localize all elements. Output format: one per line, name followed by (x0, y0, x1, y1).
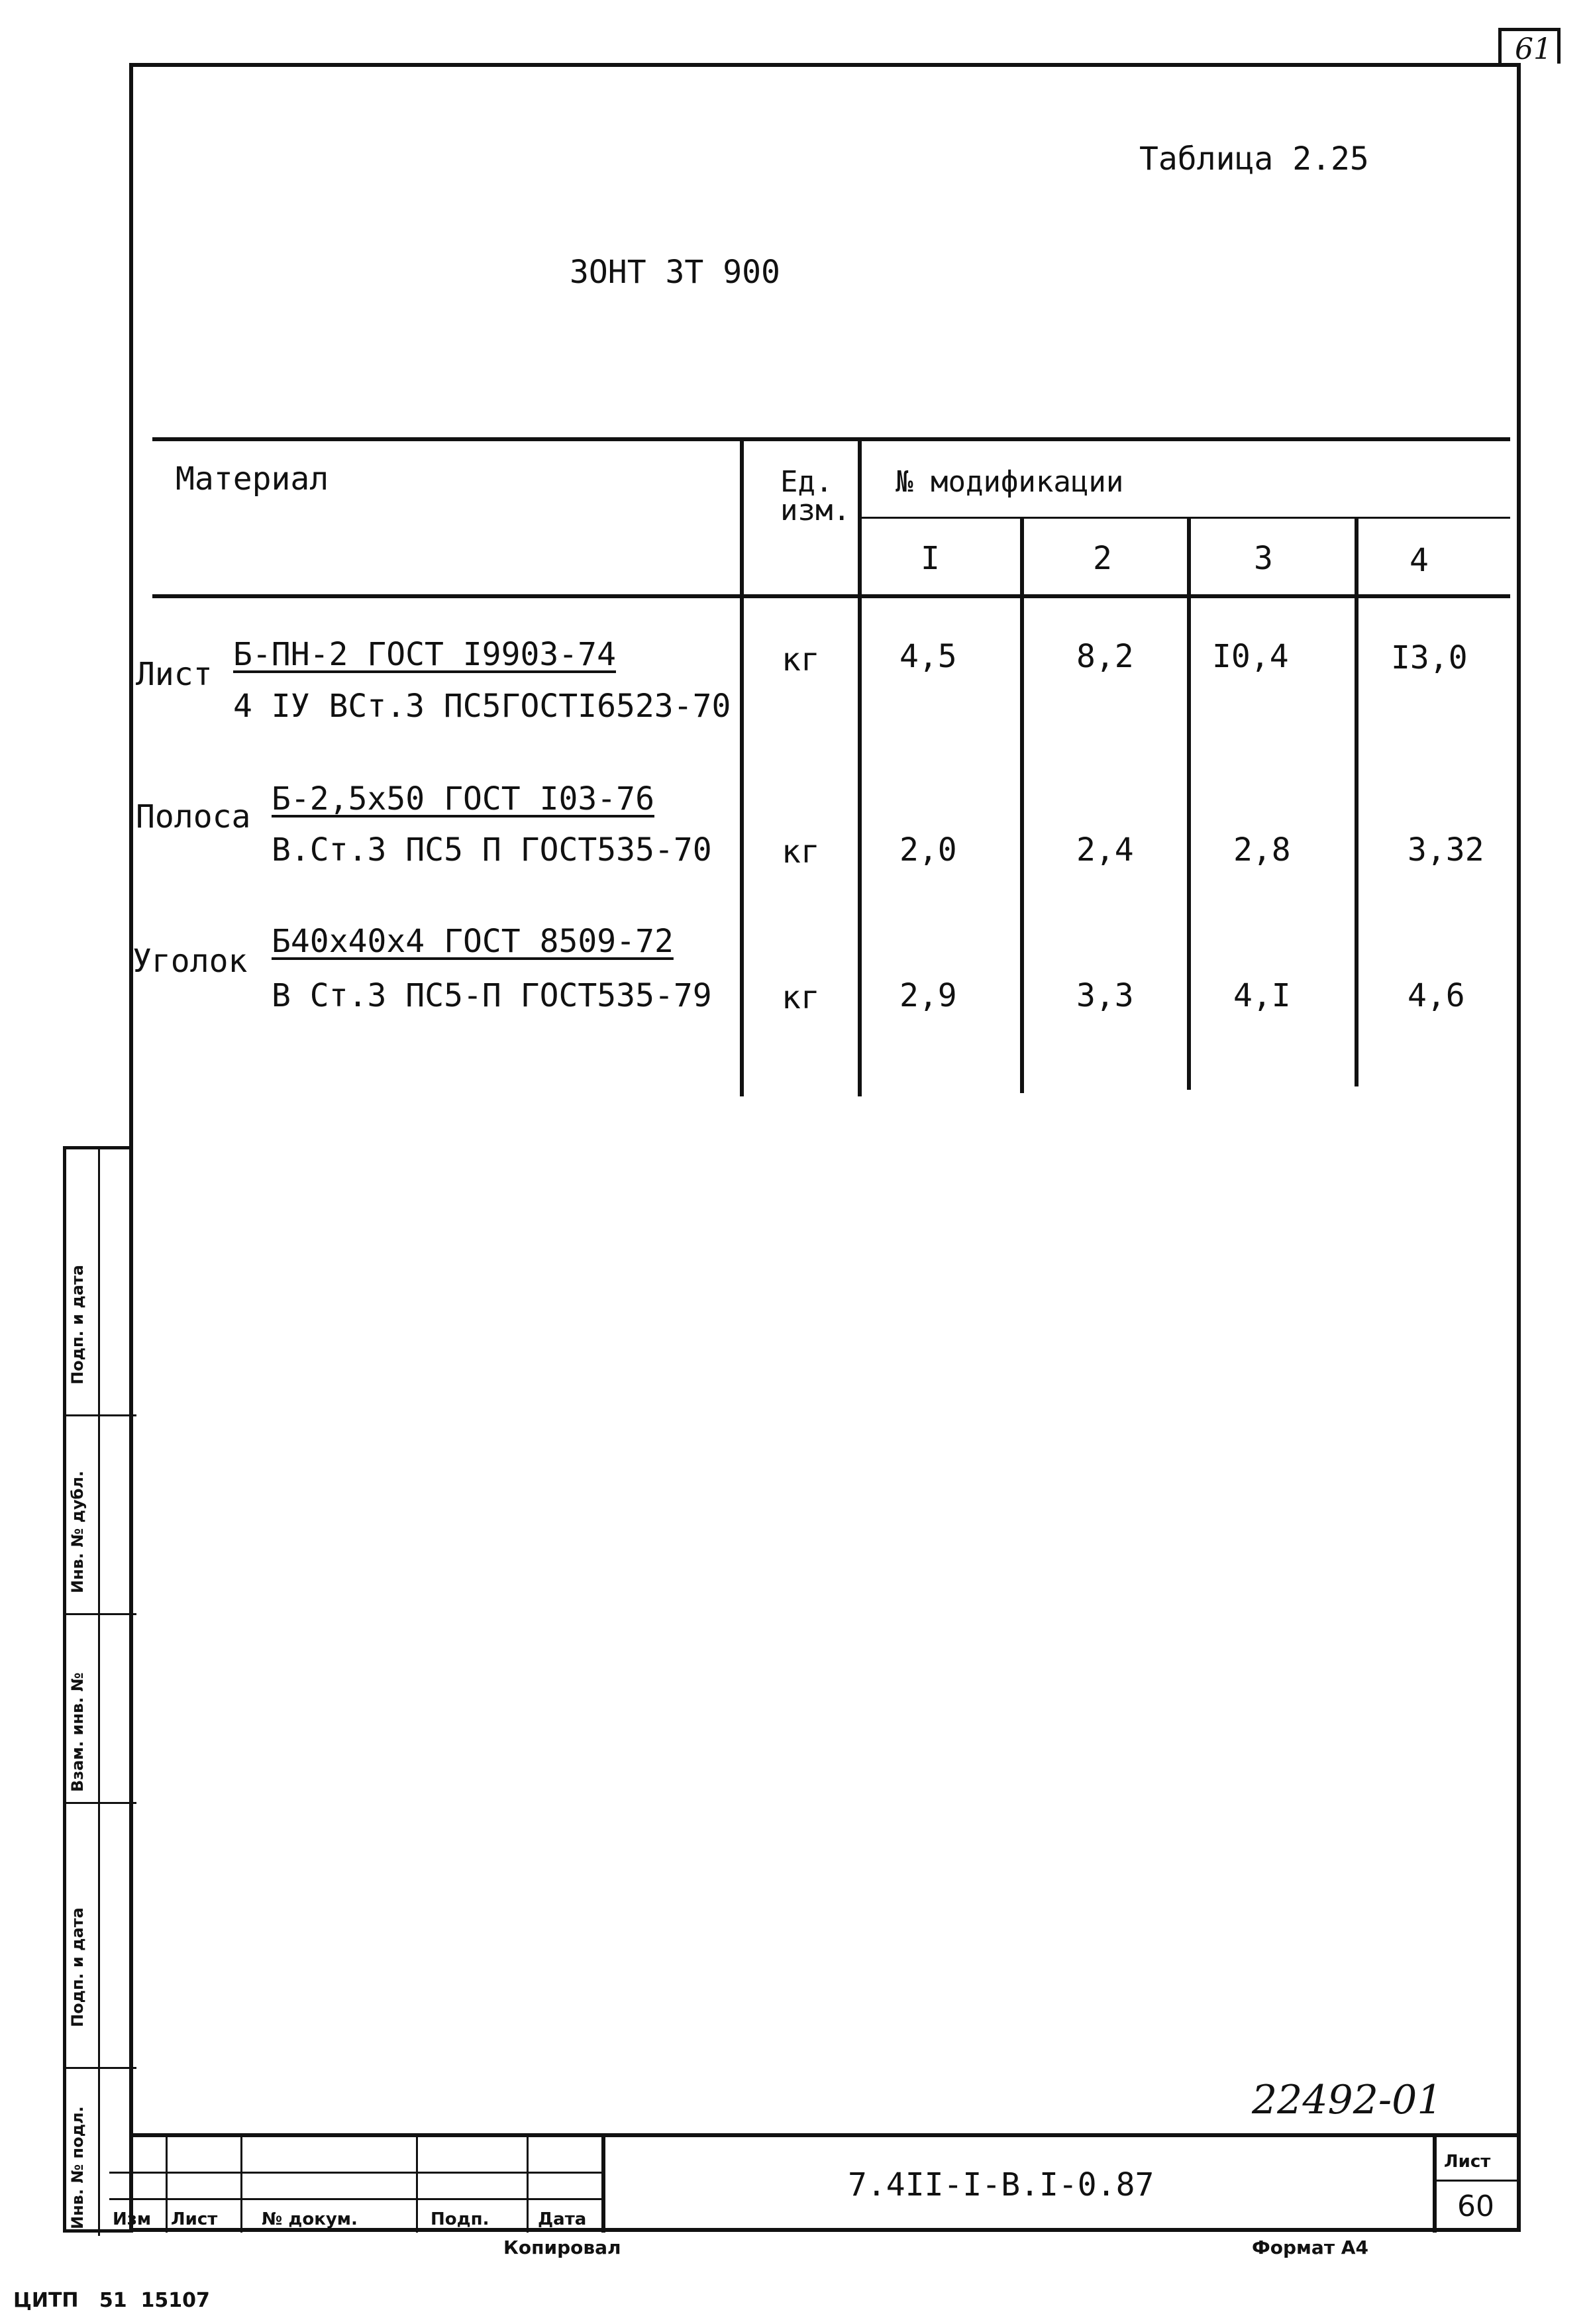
row-2-spec-line2: В.Ст.3 ПС5 П ГОСТ535-70 (272, 831, 712, 869)
row-1-unit: кг (782, 641, 820, 678)
row-1-spec-line1: Б-ПН-2 ГОСТ I9903-74 (233, 636, 616, 673)
row-3-value-1: 2,9 (899, 977, 957, 1014)
side-label-sign-date-2: Подп. и дата (68, 1907, 87, 2027)
side-label-sign-date-1: Подп. и дата (68, 1265, 87, 1385)
row-1-value-3: I0,4 (1212, 638, 1289, 675)
footer-format: Формат А4 (1252, 2237, 1368, 2258)
header-modification: № модификации (896, 465, 1124, 499)
row-3-unit: кг (782, 979, 820, 1016)
header-mod-3: 3 (1254, 540, 1273, 577)
row-2-unit: кг (782, 833, 820, 871)
row-3-value-4: 4,6 (1408, 977, 1465, 1014)
col-divider-unit (740, 437, 744, 1096)
row-2-spec-line1: Б-2,5х50 ГОСТ I03-76 (272, 780, 654, 818)
title-col-doc-no: № докум. (262, 2209, 358, 2229)
header-mod-2: 2 (1093, 540, 1112, 577)
drawing-frame (129, 63, 1521, 2232)
table-top-rule (152, 437, 1510, 441)
corner-number: 61 (1515, 32, 1552, 66)
row-3-value-3: 4,I (1233, 977, 1291, 1014)
row-3-value-2: 3,3 (1076, 977, 1134, 1014)
footer-print-code: ЦИТП 51 15107 (13, 2289, 210, 2312)
modification-sub-rule (861, 517, 1510, 519)
title-col-date: Дата (538, 2209, 587, 2229)
document-code: 7.4II-I-В.I-0.87 (848, 2166, 1154, 2203)
row-1-spec-line2: 4 IУ ВСт.3 ПС5ГОСТI6523-70 (233, 688, 731, 725)
title-col-change: Изм (113, 2209, 152, 2229)
row-2-value-3: 2,8 (1233, 831, 1291, 869)
row-3-spec-line1: Б40х40х4 ГОСТ 8509-72 (272, 923, 674, 960)
row-1-name: Лист (136, 656, 213, 693)
sheet-number: 60 (1457, 2190, 1494, 2223)
header-unit-line1: Ед. (780, 465, 833, 499)
row-2-name: Полоса (136, 798, 251, 835)
row-2-value-1: 2,0 (899, 831, 957, 869)
side-label-orig-inv: Инв. № подл. (68, 2106, 87, 2229)
header-unit-line2: изм. (780, 494, 850, 527)
row-1-value-4: I3,0 (1391, 639, 1468, 676)
title-col-sheet: Лист (171, 2209, 218, 2229)
side-label-repl-inv: Взам. инв. № (68, 1672, 87, 1792)
corner-number-box (1498, 28, 1561, 64)
sheet-label: Лист (1444, 2152, 1491, 2172)
header-mod-4: 4 (1410, 542, 1429, 579)
row-2-value-2: 2,4 (1076, 831, 1134, 869)
row-3-spec-line2: В Ст.3 ПС5-П ГОСТ535-79 (272, 977, 712, 1014)
header-mod-1: I (921, 540, 940, 577)
side-label-dup-inv: Инв. № дубл. (68, 1470, 87, 1593)
table-caption: Таблица 2.25 (1139, 140, 1369, 178)
col-divider-2 (1020, 517, 1024, 1093)
col-divider-mods (858, 437, 862, 1096)
row-1-value-2: 8,2 (1076, 638, 1134, 675)
col-divider-4 (1355, 517, 1358, 1086)
col-divider-3 (1187, 517, 1191, 1090)
row-2-value-4: 3,32 (1408, 831, 1484, 869)
handwritten-number: 22492-01 (1252, 2077, 1443, 2123)
table-header-bottom-rule (152, 594, 1510, 598)
row-3-name: Уголок (132, 943, 248, 980)
header-material: Материал (176, 460, 329, 498)
title-block-top-rule (129, 2133, 1521, 2137)
page-title: ЗОНТ ЗТ 900 (570, 254, 780, 291)
row-1-value-1: 4,5 (899, 638, 957, 675)
title-col-signature: Подп. (431, 2209, 489, 2229)
footer-copied: Копировал (503, 2237, 621, 2258)
